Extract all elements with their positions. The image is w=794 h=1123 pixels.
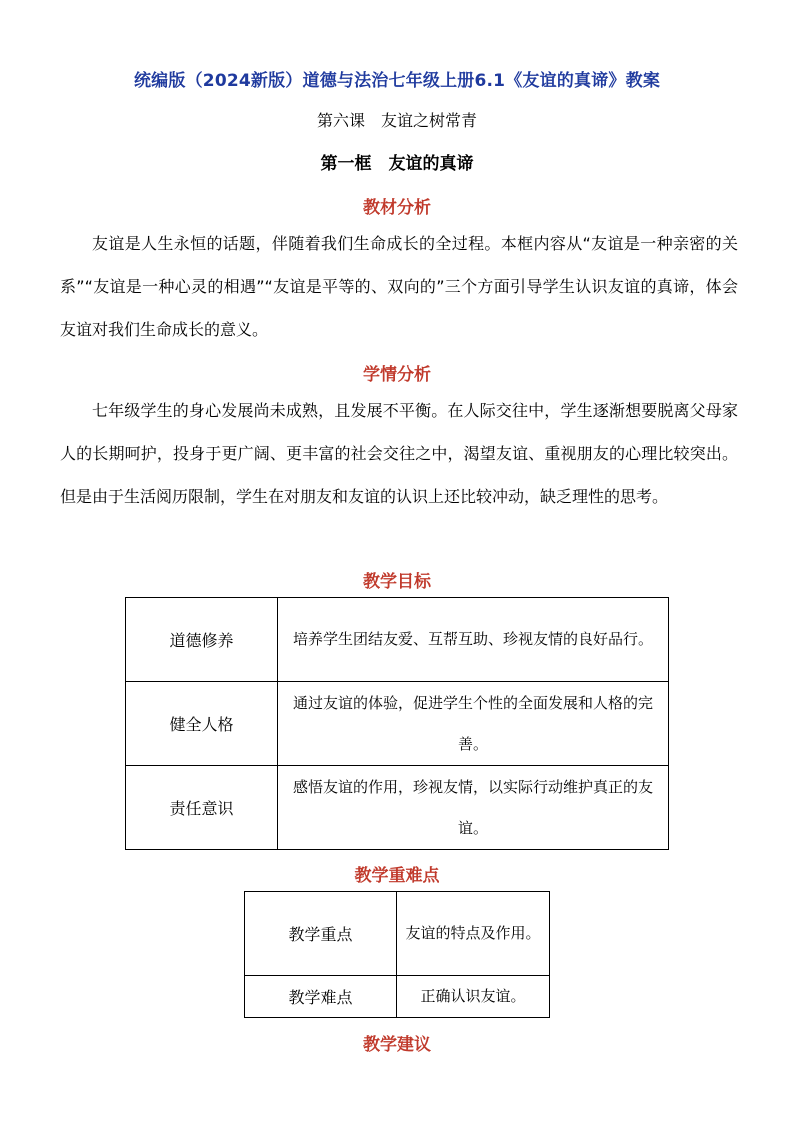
teaching-goals-heading: 教学目标: [363, 572, 431, 592]
goal-label: 健全人格: [126, 682, 278, 766]
teaching-suggestions-heading: 教学建议: [363, 1035, 431, 1055]
lesson-title: 第六课 友谊之树常青: [316, 111, 477, 130]
student-analysis-paragraph: 七年级学生的身心发展尚未成熟，且发展不平衡。在人际交往中，学生逐渐想要脱离父母家人的长期呵护，投身于更广阔、更丰富的社会交往之中，渴望友谊、重视朋友的心理比较突出。但是由于生活阅历限制，学生在对朋友和友谊的认识上还比较冲动，缺乏理性的思考。: [60, 401, 738, 506]
textbook-analysis-paragraph: 友谊是人生永恒的话题，伴随着我们生命成长的全过程。本框内容从“友谊是一种亲密的关系”“友谊是一种心灵的相遇”“友谊是平等的、双向的”三个方面引导学生认识友谊的真谛，体会友谊对我们生命成长的意义。: [60, 234, 738, 339]
table-row: [126, 766, 669, 850]
table-row: [245, 892, 550, 976]
difficulty-label: 教学难点: [245, 976, 397, 1018]
table-row: [126, 682, 669, 766]
goal-content: 通过友谊的体验，促进学生个性的全面发展和人格的完善。: [278, 682, 669, 766]
goal-content: 培养学生团结友爱、互帮互助、珍视友情的良好品行。: [278, 598, 669, 682]
difficulty-content: 正确认识友谊。: [397, 976, 550, 1018]
key-points-table: [244, 891, 550, 1018]
key-point-label: 教学重点: [245, 892, 397, 976]
table-row: [126, 598, 669, 682]
goal-label: 道德修养: [126, 598, 278, 682]
key-points-heading: 教学重难点: [354, 866, 440, 886]
student-analysis-heading: 学情分析: [363, 365, 431, 385]
key-point-content: 友谊的特点及作用。: [397, 892, 550, 976]
teaching-goals-table: [125, 597, 669, 850]
textbook-analysis-heading: 教材分析: [363, 198, 431, 218]
goal-label: 责任意识: [126, 766, 278, 850]
document-title: 统编版（2024新版）道德与法治七年级上册6.1《友谊的真谛》教案: [133, 71, 661, 91]
table-row: [245, 976, 550, 1018]
section-title: 第一框 友谊的真谛: [320, 154, 474, 174]
goal-content: 感悟友谊的作用，珍视友情，以实际行动维护真正的友谊。: [278, 766, 669, 850]
